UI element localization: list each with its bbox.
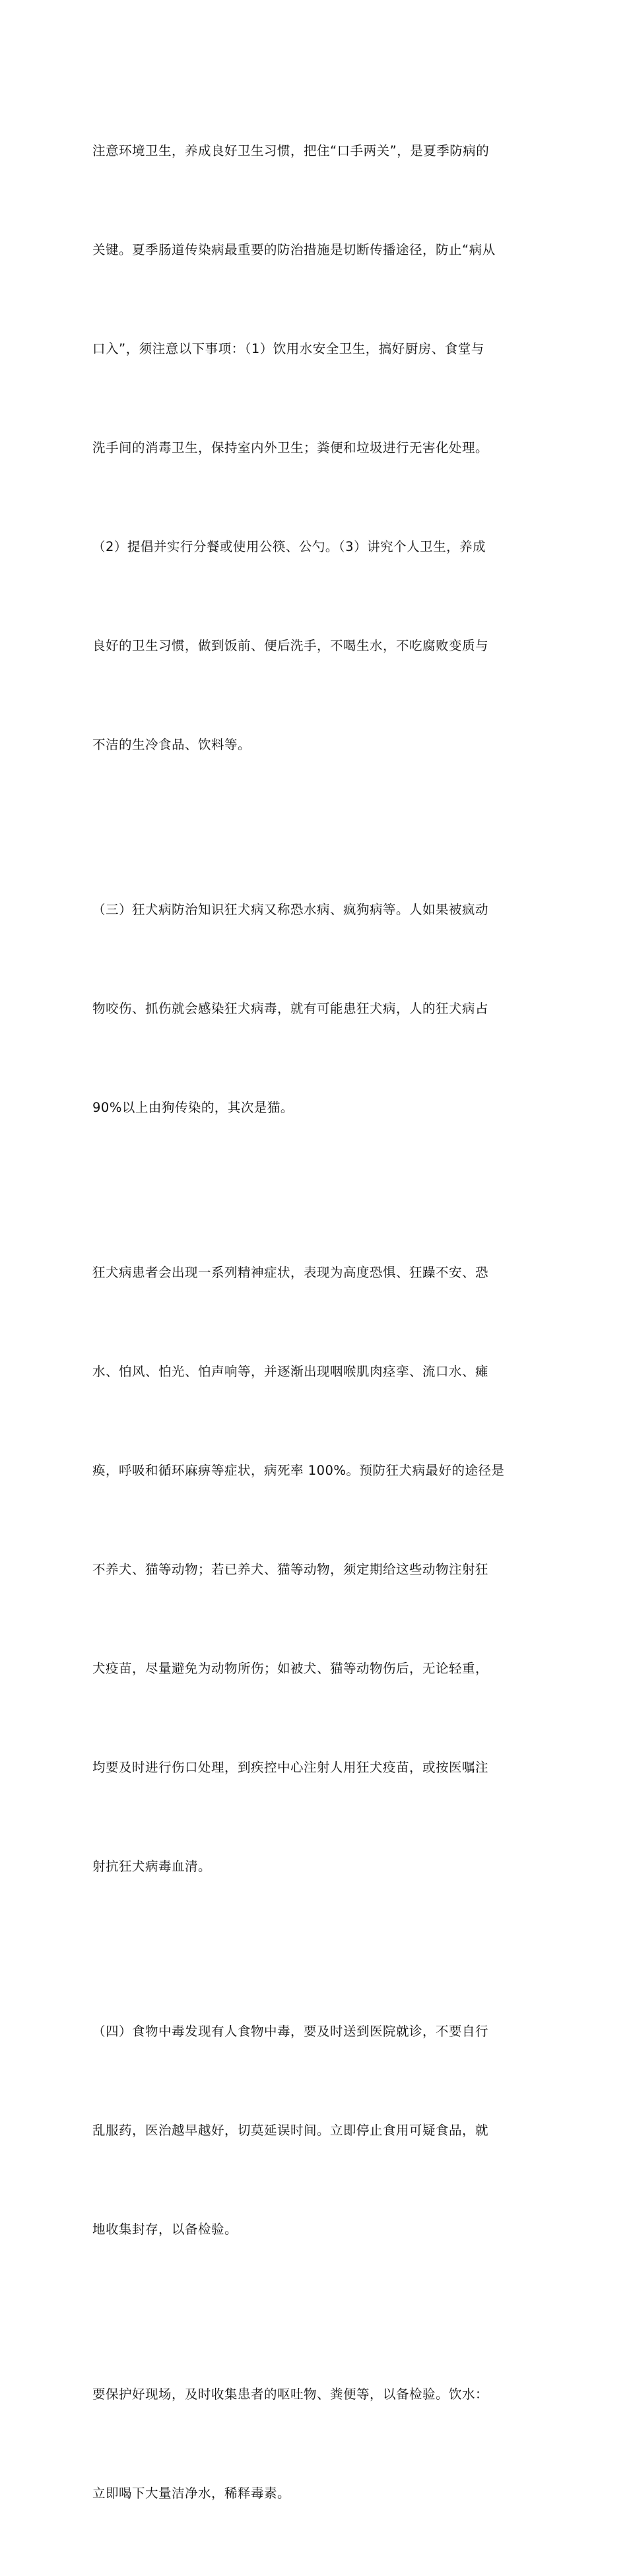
- paragraph-rabies-symptoms: [92, 1190, 548, 1949]
- text-line: 良好的卫生习惯，做到饭前、便后洗手，不喝生水，不吃腐败变质与: [92, 638, 489, 653]
- paragraph-rabies-intro: [92, 827, 548, 1190]
- text-line: 不洁的生冷食品、饮料等。: [92, 737, 251, 752]
- text-line: 口入”，须注意以下事项：（1）饮用水安全卫生，搞好厨房、食堂与: [92, 341, 484, 356]
- paragraph-summer-hygiene: [92, 69, 548, 827]
- text-line: 立即喝下大量洁净水，稀释毒素。: [92, 2486, 291, 2501]
- text-line: 要保护好现场，及时收集患者的呕吐物、粪便等，以备检验。饮水：: [92, 2387, 489, 2402]
- text-line: 不养犬、猫等动物；若已养犬、猫等动物，须定期给这些动物注射狂: [92, 1562, 489, 1577]
- document-body: [92, 69, 548, 2576]
- text-line: 注意环境卫生，养成良好卫生习惯，把住“口手两关”，是夏季防病的: [92, 143, 490, 158]
- text-line: 射抗狂犬病毒血清。: [92, 1859, 212, 1874]
- text-line: （三）狂犬病防治知识狂犬病又称恐水病、疯狗病等。人如果被疯动: [92, 902, 489, 917]
- text-line: 水、怕风、怕光、怕声响等，并逐渐出现咽喉肌肉痉挛、流口水、瘫: [92, 1364, 489, 1379]
- text-line: 关键。夏季肠道传染病最重要的防治措施是切断传播途径，防止“病从: [92, 242, 496, 257]
- text-line: 乱服药，医治越早越好，切莫延误时间。立即停止食用可疑食品，就: [92, 2123, 489, 2138]
- text-line: 物咬伤、抓伤就会感染狂犬病毒，就有可能患狂犬病，人的狂犬病占: [92, 1001, 489, 1016]
- paragraph-food-poisoning: [92, 1949, 548, 2312]
- text-line: （2）提倡并实行分餐或使用公筷、公勺。（3）讲究个人卫生，养成: [92, 539, 486, 554]
- text-line: 洗手间的消毒卫生，保持室内外卫生；粪便和垃圾进行无害化处理。: [92, 440, 489, 455]
- text-line: （四）食物中毒发现有人食物中毒，要及时送到医院就诊，不要自行: [92, 2024, 489, 2039]
- text-line: 狂犬病患者会出现一系列精神症状，表现为高度恐惧、狂躁不安、恐: [92, 1265, 489, 1280]
- text-line: 均要及时进行伤口处理，到疾控中心注射人用狂犬疫苗，或按医嘱注: [92, 1760, 489, 1775]
- text-line: 地收集封存，以备检验。: [92, 2222, 238, 2237]
- paragraph-protect-scene: [92, 2312, 548, 2576]
- text-line: 90%以上由狗传染的，其次是猫。: [92, 1100, 294, 1115]
- text-line: 痪，呼吸和循环麻痹等症状，病死率 100%。预防狂犬病最好的途径是: [92, 1463, 505, 1478]
- text-line: 犬疫苗，尽量避免为动物所伤；如被犬、猫等动物伤后，无论轻重，: [92, 1661, 489, 1676]
